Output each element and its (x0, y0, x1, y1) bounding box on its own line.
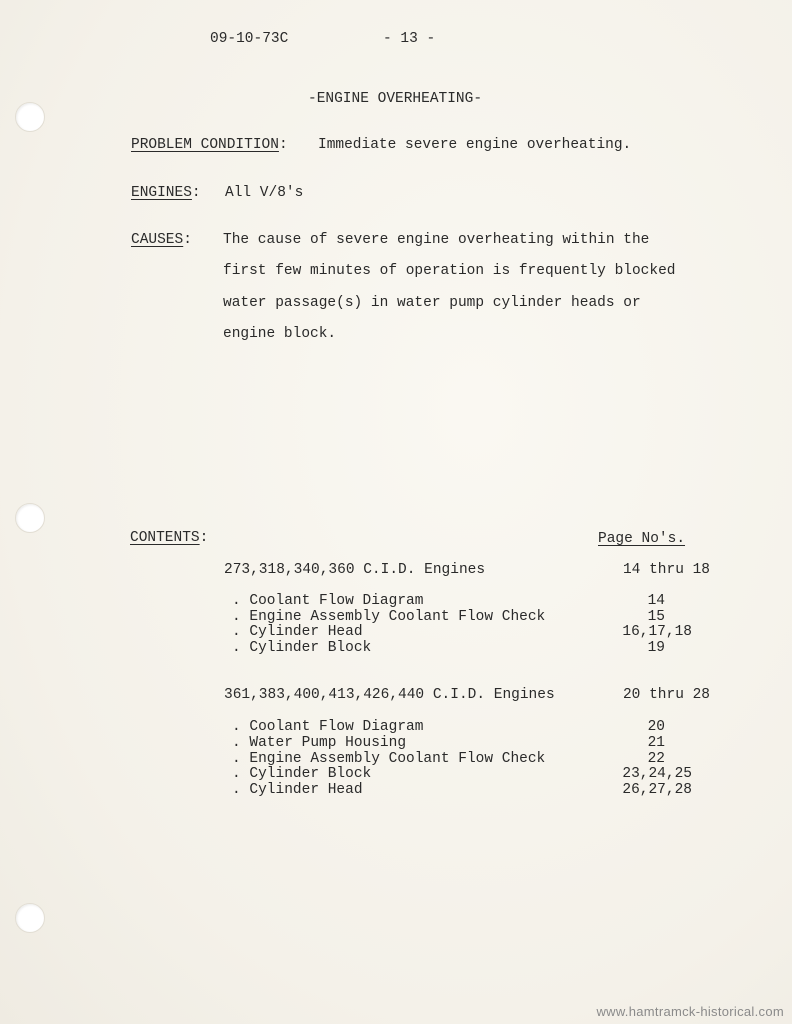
contents-group-pages: 14 thru 18 (622, 562, 710, 578)
problem-condition-row (131, 137, 288, 153)
contents-item: . Coolant Flow Diagram (232, 593, 424, 609)
contents-item-page: 21 (647, 735, 665, 751)
engines-row (131, 185, 201, 201)
binder-hole (15, 903, 45, 933)
contents-label: CONTENTS (130, 530, 200, 546)
contents-row (130, 530, 208, 546)
contents-group-pages: 20 thru 28 (622, 687, 710, 703)
causes-line: The cause of severe engine overheating within the (223, 232, 650, 248)
site-watermark: www.hamtramck-historical.com (596, 1004, 784, 1019)
contents-item-page: 26,27,28 (622, 782, 692, 798)
contents-item-page: 20 (647, 719, 665, 735)
binder-hole (15, 503, 45, 533)
page-title: -ENGINE OVERHEATING- (308, 91, 483, 107)
contents-item: . Water Pump Housing (232, 735, 407, 751)
contents-item: . Cylinder Head (232, 782, 363, 798)
contents-item: . Cylinder Block (232, 640, 372, 656)
contents-item-page: 15 (647, 609, 665, 625)
contents-item-page: 16,17,18 (622, 624, 692, 640)
page-number: - 13 - (383, 31, 436, 47)
contents-item-page: 19 (647, 640, 665, 656)
contents-item-page: 14 (647, 593, 665, 609)
problem-condition-colon: : (278, 137, 288, 153)
engines-colon: : (191, 185, 201, 201)
causes-row (131, 232, 192, 248)
engines-text: All V/8's (225, 185, 304, 201)
doc-number: 09-10-73C (210, 31, 289, 47)
causes-line: engine block. (223, 326, 337, 342)
contents-item-page: 22 (647, 751, 665, 767)
page-numbers-header: Page No's. (598, 531, 686, 547)
contents-item: . Engine Assembly Coolant Flow Check (232, 751, 546, 767)
contents-item: . Engine Assembly Coolant Flow Check (232, 609, 546, 625)
causes-colon: : (183, 232, 192, 248)
contents-group-title: 361,383,400,413,426,440 C.I.D. Engines (224, 687, 555, 703)
problem-condition-text: Immediate severe engine overheating. (318, 137, 632, 153)
engines-label: ENGINES (131, 185, 192, 201)
causes-line: first few minutes of operation is frequently blocked (223, 263, 676, 279)
contents-item-page: 23,24,25 (622, 766, 692, 782)
causes-label: CAUSES (131, 232, 184, 248)
contents-colon: : (199, 530, 209, 546)
contents-item: . Cylinder Block (232, 766, 372, 782)
problem-condition-label: PROBLEM CONDITION (131, 137, 279, 153)
contents-group-title: 273,318,340,360 C.I.D. Engines (224, 562, 486, 578)
causes-line: water passage(s) in water pump cylinder heads or (223, 295, 641, 311)
binder-hole (15, 102, 45, 132)
contents-item: . Coolant Flow Diagram (232, 719, 424, 735)
contents-item: . Cylinder Head (232, 624, 363, 640)
